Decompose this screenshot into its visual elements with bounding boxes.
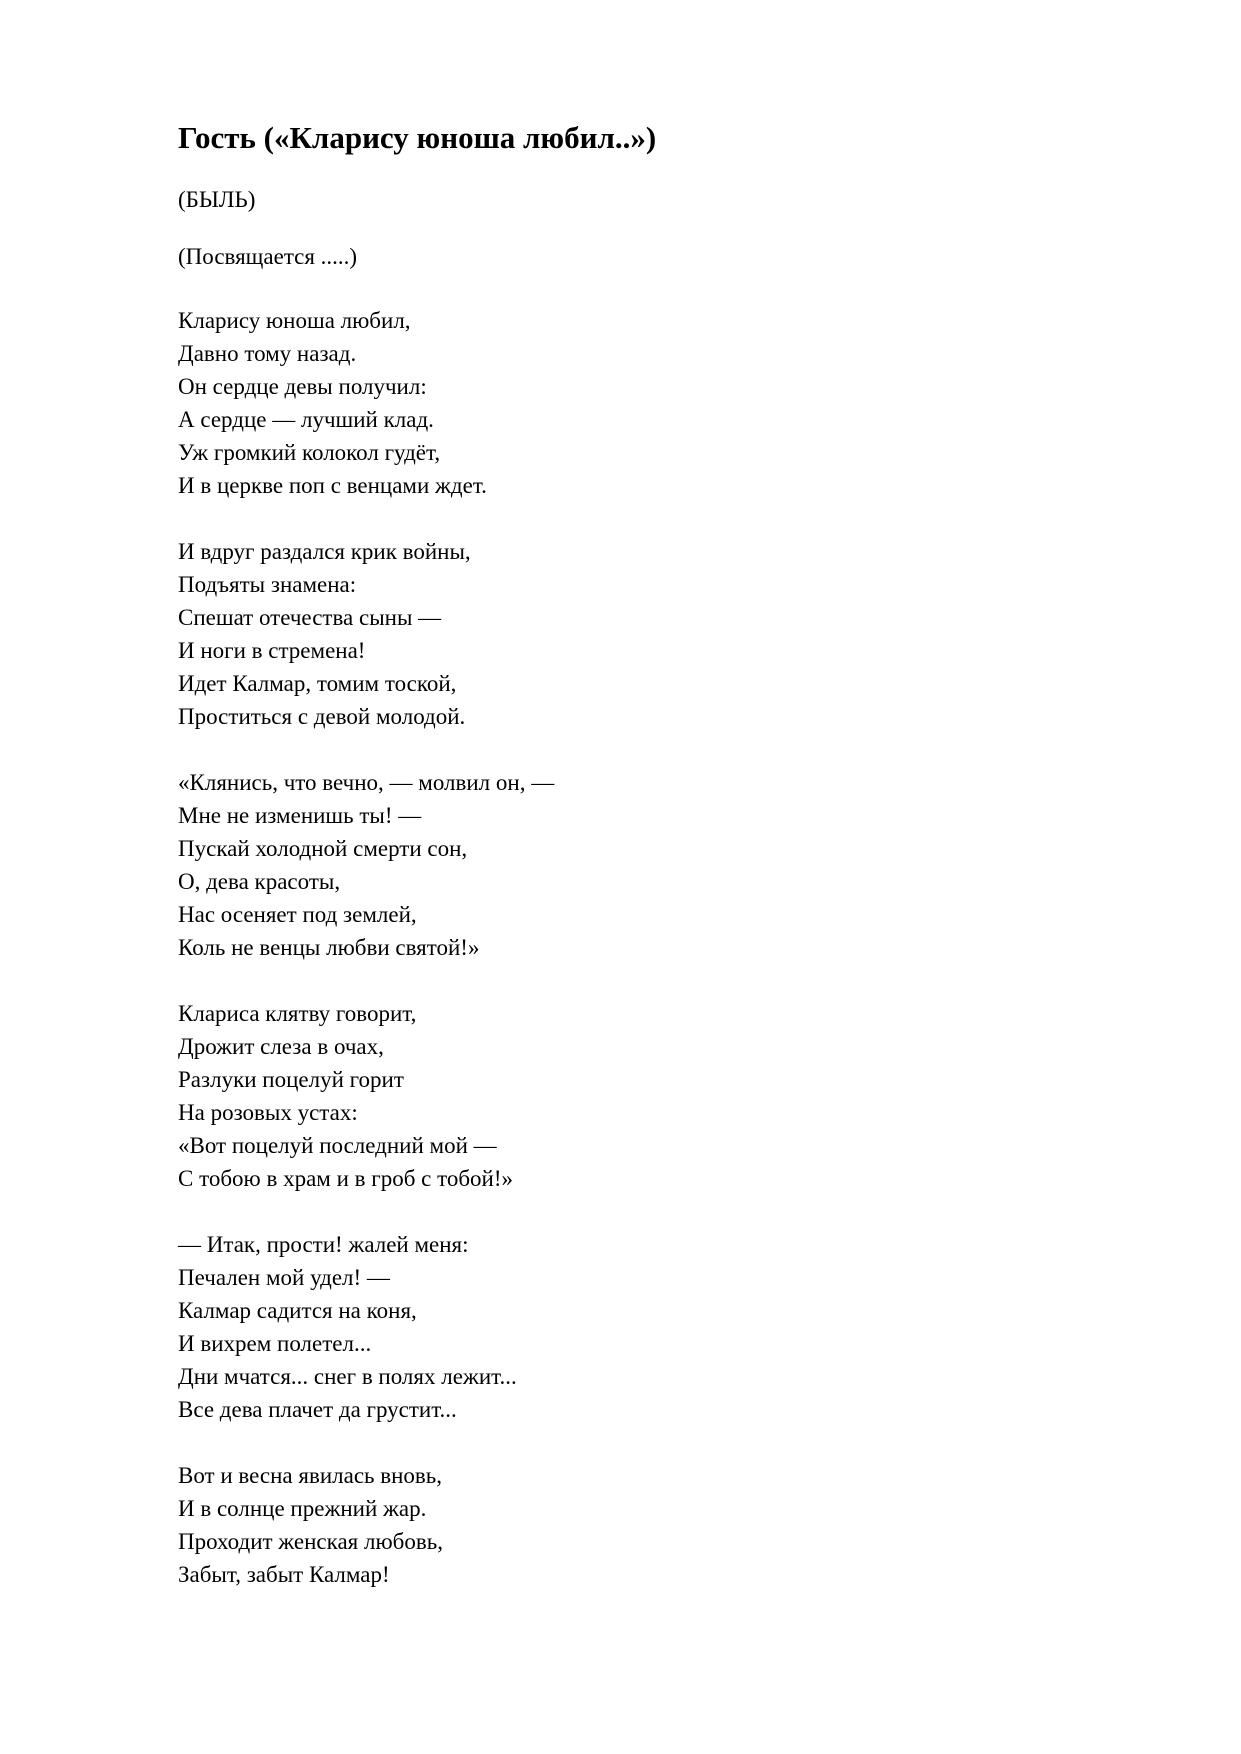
- poem-line: На розовых устах:: [178, 1100, 358, 1125]
- poem-line: А сердце — лучший клад.: [178, 407, 434, 432]
- stanza-2: [178, 535, 554, 733]
- stanza-1: [178, 304, 554, 502]
- poem-line: Кларису юноша любил,: [178, 308, 411, 333]
- poem-line: Уж громкий колокол гудёт,: [178, 440, 441, 465]
- poem-line: Дни мчатся... снег в полях лежит...: [178, 1364, 517, 1389]
- poem-line: Печален мой удел! —: [178, 1265, 390, 1290]
- stanza-3: [178, 766, 554, 964]
- poem-dedication: (Посвящается .....): [178, 244, 358, 269]
- poem-line: И в церкве поп с венцами ждет.: [178, 473, 487, 498]
- poem-line: Дрожит слеза в очах,: [178, 1034, 384, 1059]
- poem-line: Мне не изменишь ты! —: [178, 803, 422, 828]
- poem-line: Нас осеняет под землей,: [178, 902, 417, 927]
- poem-line: Все дева плачет да грустит...: [178, 1397, 457, 1422]
- stanza-6: [178, 1459, 554, 1591]
- poem-line: И вихрем полетел...: [178, 1331, 372, 1356]
- stanza-4: [178, 997, 554, 1195]
- poem-line: О, дева красоты,: [178, 869, 341, 894]
- poem-line: Калмар садится на коня,: [178, 1298, 417, 1323]
- poem-line: Давно тому назад.: [178, 341, 357, 366]
- poem-line: С тобою в храм и в гроб с тобой!»: [178, 1166, 514, 1191]
- poem-line: Проститься с девой молодой.: [178, 704, 466, 729]
- poem-line: Проходит женская любовь,: [178, 1529, 443, 1554]
- poem-line: Он сердце девы получил:: [178, 374, 427, 399]
- poem-line: «Клянись, что вечно, — молвил он, —: [178, 770, 555, 795]
- poem-line: Клариса клятву говорит,: [178, 1001, 417, 1026]
- poem-line: Подъяты знамена:: [178, 572, 357, 597]
- poem-genre: (БЫЛЬ): [178, 187, 256, 212]
- poem-line: Вот и весна явилась вновь,: [178, 1463, 443, 1488]
- poem-line: «Вот поцелуй последний мой —: [178, 1133, 497, 1158]
- poem-line: И вдруг раздался крик войны,: [178, 539, 471, 564]
- poem-title: Гость («Кларису юноша любил..»): [178, 120, 657, 155]
- poem-line: И в солнце прежний жар.: [178, 1496, 427, 1521]
- poem-line: Забыт, забыт Калмар!: [178, 1562, 390, 1587]
- poem-line: И ноги в стремена!: [178, 638, 366, 663]
- poem-line: Разлуки поцелуй горит: [178, 1067, 404, 1092]
- poem-line: Пускай холодной смерти сон,: [178, 836, 468, 861]
- poem-body: [178, 304, 554, 1624]
- stanza-5: [178, 1228, 554, 1426]
- poem-line: Идет Калмар, томим тоской,: [178, 671, 457, 696]
- poem-line: — Итак, прости! жалей меня:: [178, 1232, 469, 1257]
- poem-line: Коль не венцы любви святой!»: [178, 935, 480, 960]
- poem-line: Спешат отечества сыны —: [178, 605, 442, 630]
